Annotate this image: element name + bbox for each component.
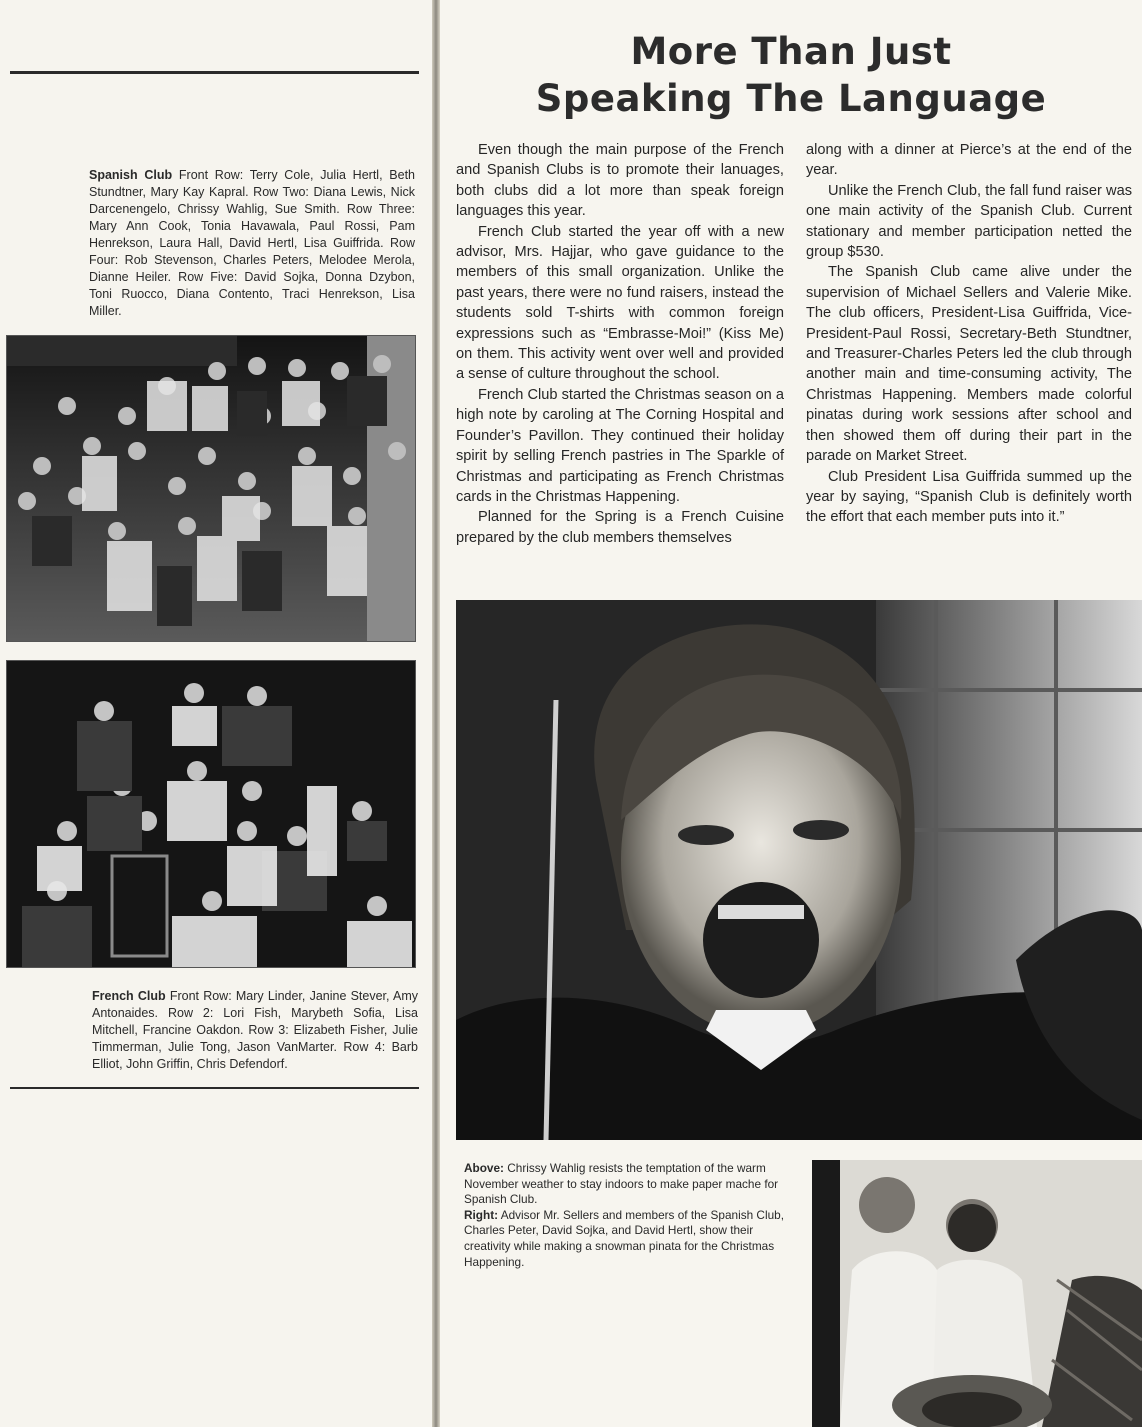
col2-paragraph-1: Unlike the French Club, the fall fund raiser was one main activity of the Spanish Club. Current stationary and member participation netted the group $530. <box>806 182 1132 261</box>
spanish-club-caption <box>89 167 415 320</box>
article-title-line1: More Than Just <box>630 30 952 73</box>
pinata-workshop-photo <box>812 1160 1142 1427</box>
photo-caption <box>464 1161 790 1270</box>
french-club-caption-label: French Club <box>92 989 166 1003</box>
spanish-club-photo <box>6 335 416 642</box>
article-column-1 <box>456 140 784 548</box>
french-club-photo <box>6 660 416 968</box>
page-gutter <box>432 0 440 1427</box>
article-title <box>440 28 1142 122</box>
chrissy-wahlig-photo <box>456 600 1142 1140</box>
top-rule-left <box>10 71 419 74</box>
spanish-club-caption-text: Front Row: Terry Cole, Julia Hertl, Beth Stundtner, Mary Kay Kapral. Row Two: Diana Lewis, Nick Darcenengelo, Chrissy Wahlig, Sue Smith. Row Three: Mary Ann Cook, Tonia Havawala, Paul Rossi, Pam Henrekson, Laura Hall, David Hertl, Lisa Guiffrida. Row Four: Rob Stevenson, Charles Peters, Melodee Merola, Dianne Heiler. Row Five: David Sojka, Donna Dzybon, Toni Ruocco, Diana Contento, Traci Henrekson, Lisa Miller. <box>89 168 415 318</box>
photo-caption-right-label: Right: <box>464 1207 499 1222</box>
col2-paragraph-0: along with a dinner at Pierce’s at the end of the year. <box>806 142 1132 179</box>
article-column-2 <box>806 140 1132 528</box>
bottom-rule-left <box>10 1087 419 1089</box>
col1-paragraph-3: French Club started the Christmas season on a high note by caroling at The Corning Hospital and Founder’s Pavillon. They continued their holiday spirit by selling French pastries in The Sparkle of Christmas and participating as French Christmas cards in the Christmas Happening. <box>456 386 784 505</box>
photo-caption-above-label: Above: <box>464 1161 504 1175</box>
french-club-caption <box>92 988 418 1073</box>
photo-caption-above-text: Chrissy Wahlig resists the temptation of the warm November weather to stay indoors to make paper mache for Spanish Club. <box>464 1161 779 1207</box>
col2-paragraph-3: Club President Lisa Guiffrida summed up the year by saying, “Spanish Club is definitely worth the effort that each member puts into it.” <box>806 468 1132 526</box>
col1-paragraph-1: Even though the main purpose of the French and Spanish Clubs is to promote their lanuages, both clubs did a lot more than speak foreign languages this year. <box>456 142 784 220</box>
french-club-caption-text: Front Row: Mary Linder, Janine Stever, Amy Antonaides. Row 2: Lori Fish, Marybeth Sofia, Lisa Mitchell, Francine Oakdon. Row 3: Elizabeth Fisher, Julie Timmerman, Julie Tong, Jason VanMarter. Row 4: Barb Elliot, John Griffin, Chris Defendorf. <box>92 989 418 1071</box>
right-page <box>440 0 1142 1427</box>
spanish-club-caption-label: Spanish Club <box>89 168 173 182</box>
photo-caption-right-text: Advisor Mr. Sellers and members of the Spanish Club, Charles Peter, David Sojka, and David Hertl, show their creativity while making a snowman pinata for the Christmas Happening. <box>464 1207 784 1269</box>
col1-paragraph-2: French Club started the year off with a new advisor, Mrs. Hajjar, who gave guidance to the members of this small organization. Unlike the past years, there were no fund raisers, instead the students sold T-shirts with common foreign expressions such as “Embrasse-Moi!” (Kiss Me) on them. This activity went over well and provided a sense of culture throughout the school. <box>456 223 784 383</box>
article-title-line2: Speaking The Language <box>535 77 1047 120</box>
col2-paragraph-2: The Spanish Club came alive under the supervision of Michael Sellers and Valerie Mike. The club officers, President-Lisa Guiffrida, Vice-President-Paul Rossi, Secretary-Beth Stundtner, and Treasurer-Charles Peters led the club through another main and time-consuming activity, The Christmas Happening. Members made colorful pinatas during work sessions after school and then showed them off during their part in the parade on Market Street. <box>806 264 1132 465</box>
col1-paragraph-4: Planned for the Spring is a French Cuisine prepared by the club members themselves <box>456 509 784 546</box>
left-page <box>0 0 432 1427</box>
